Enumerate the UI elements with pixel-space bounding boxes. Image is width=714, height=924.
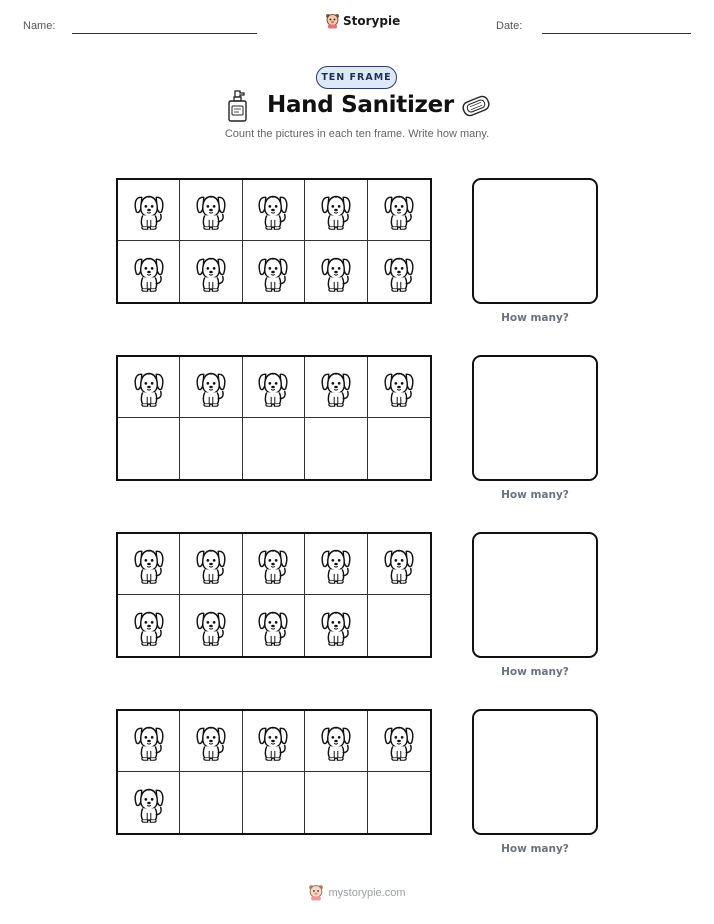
- sanitizer-bottle-icon: [226, 90, 248, 122]
- ten-frame-cell: [118, 711, 180, 772]
- ten-frame-cell: [305, 595, 367, 656]
- puppy-icon: [131, 605, 167, 647]
- name-label: Name:: [23, 20, 56, 32]
- ten-frame-cell: [243, 534, 305, 595]
- ten-frame-cell: [118, 595, 180, 656]
- ten-frame: [116, 178, 432, 304]
- puppy-icon: [193, 605, 229, 647]
- ten-frame-cell: [118, 534, 180, 595]
- worksheet-header: [0, 0, 714, 50]
- puppy-icon: [318, 366, 354, 408]
- answer-box[interactable]: [472, 178, 598, 304]
- ten-frame-cell: [305, 772, 367, 833]
- worksheet-type-badge: TEN FRAME: [316, 66, 397, 89]
- page-title: Hand Sanitizer: [267, 92, 454, 118]
- puppy-icon: [255, 251, 291, 293]
- instructions: Count the pictures in each ten frame. Write how many.: [224, 128, 490, 140]
- puppy-icon: [131, 543, 167, 585]
- ten-frame-cell: [180, 418, 242, 479]
- puppy-icon: [193, 251, 229, 293]
- ten-frame-cell: [180, 241, 242, 302]
- how-many-label: How many?: [501, 312, 569, 324]
- ten-frame-cell: [305, 711, 367, 772]
- ten-frame-cell: [180, 711, 242, 772]
- ten-frame-cell: [368, 772, 430, 833]
- answer-box[interactable]: [472, 709, 598, 835]
- ten-frame-cell: [305, 418, 367, 479]
- ten-frame-cell: [305, 180, 367, 241]
- ten-frame-cell: [368, 711, 430, 772]
- ten-frame-cell: [368, 595, 430, 656]
- how-many-label: How many?: [501, 666, 569, 678]
- ten-frame-cell: [368, 180, 430, 241]
- answer-box[interactable]: [472, 532, 598, 658]
- ten-frame-cell: [118, 418, 180, 479]
- ten-frame: [116, 532, 432, 658]
- ten-frame-cell: [118, 180, 180, 241]
- date-line[interactable]: [542, 33, 691, 34]
- ten-frame-cell: [368, 418, 430, 479]
- puppy-icon: [193, 366, 229, 408]
- puppy-icon: [318, 251, 354, 293]
- brand-name: Storypie: [343, 14, 401, 28]
- ten-frame-cell: [118, 357, 180, 418]
- ten-frame-cell: [305, 534, 367, 595]
- ten-frame-cell: [180, 180, 242, 241]
- puppy-icon: [131, 782, 167, 824]
- puppy-icon: [255, 543, 291, 585]
- puppy-icon: [255, 605, 291, 647]
- puppy-icon: [255, 366, 291, 408]
- footer-site: mystorypie.com: [328, 886, 406, 899]
- ten-frame-cell: [243, 180, 305, 241]
- puppy-icon: [318, 720, 354, 762]
- answer-box[interactable]: [472, 355, 598, 481]
- puppy-icon: [381, 366, 417, 408]
- ten-frame-cell: [180, 534, 242, 595]
- brand-logo: [325, 13, 400, 29]
- ten-frame-cell: [243, 241, 305, 302]
- ten-frame: [116, 709, 432, 835]
- ten-frame-cell: [305, 241, 367, 302]
- puppy-icon: [381, 251, 417, 293]
- ten-frame-cell: [368, 534, 430, 595]
- date-label: Date:: [496, 20, 523, 32]
- puppy-icon: [193, 720, 229, 762]
- name-line[interactable]: [72, 33, 257, 34]
- storypie-mascot-icon: [308, 884, 324, 901]
- puppy-icon: [255, 720, 291, 762]
- soap-bar-icon: [460, 93, 492, 119]
- ten-frame-cell: [305, 357, 367, 418]
- ten-frame-cell: [180, 772, 242, 833]
- how-many-label: How many?: [501, 843, 569, 855]
- ten-frame-cell: [180, 357, 242, 418]
- ten-frame-cell: [368, 241, 430, 302]
- puppy-icon: [318, 189, 354, 231]
- footer: [0, 884, 714, 901]
- puppy-icon: [193, 543, 229, 585]
- puppy-icon: [131, 189, 167, 231]
- puppy-icon: [381, 720, 417, 762]
- puppy-icon: [131, 366, 167, 408]
- title-row: [0, 90, 714, 126]
- ten-frame-cell: [180, 595, 242, 656]
- ten-frame-cell: [243, 418, 305, 479]
- ten-frame-cell: [118, 772, 180, 833]
- ten-frame: [116, 355, 432, 481]
- ten-frame-cell: [118, 241, 180, 302]
- ten-frame-cell: [243, 357, 305, 418]
- puppy-icon: [255, 189, 291, 231]
- puppy-icon: [131, 720, 167, 762]
- storypie-mascot-icon: [325, 13, 340, 29]
- puppy-icon: [131, 251, 167, 293]
- ten-frame-cell: [243, 772, 305, 833]
- puppy-icon: [381, 543, 417, 585]
- puppy-icon: [318, 543, 354, 585]
- puppy-icon: [193, 189, 229, 231]
- puppy-icon: [381, 189, 417, 231]
- ten-frame-cell: [368, 357, 430, 418]
- puppy-icon: [318, 605, 354, 647]
- how-many-label: How many?: [501, 489, 569, 501]
- ten-frame-cell: [243, 711, 305, 772]
- ten-frame-cell: [243, 595, 305, 656]
